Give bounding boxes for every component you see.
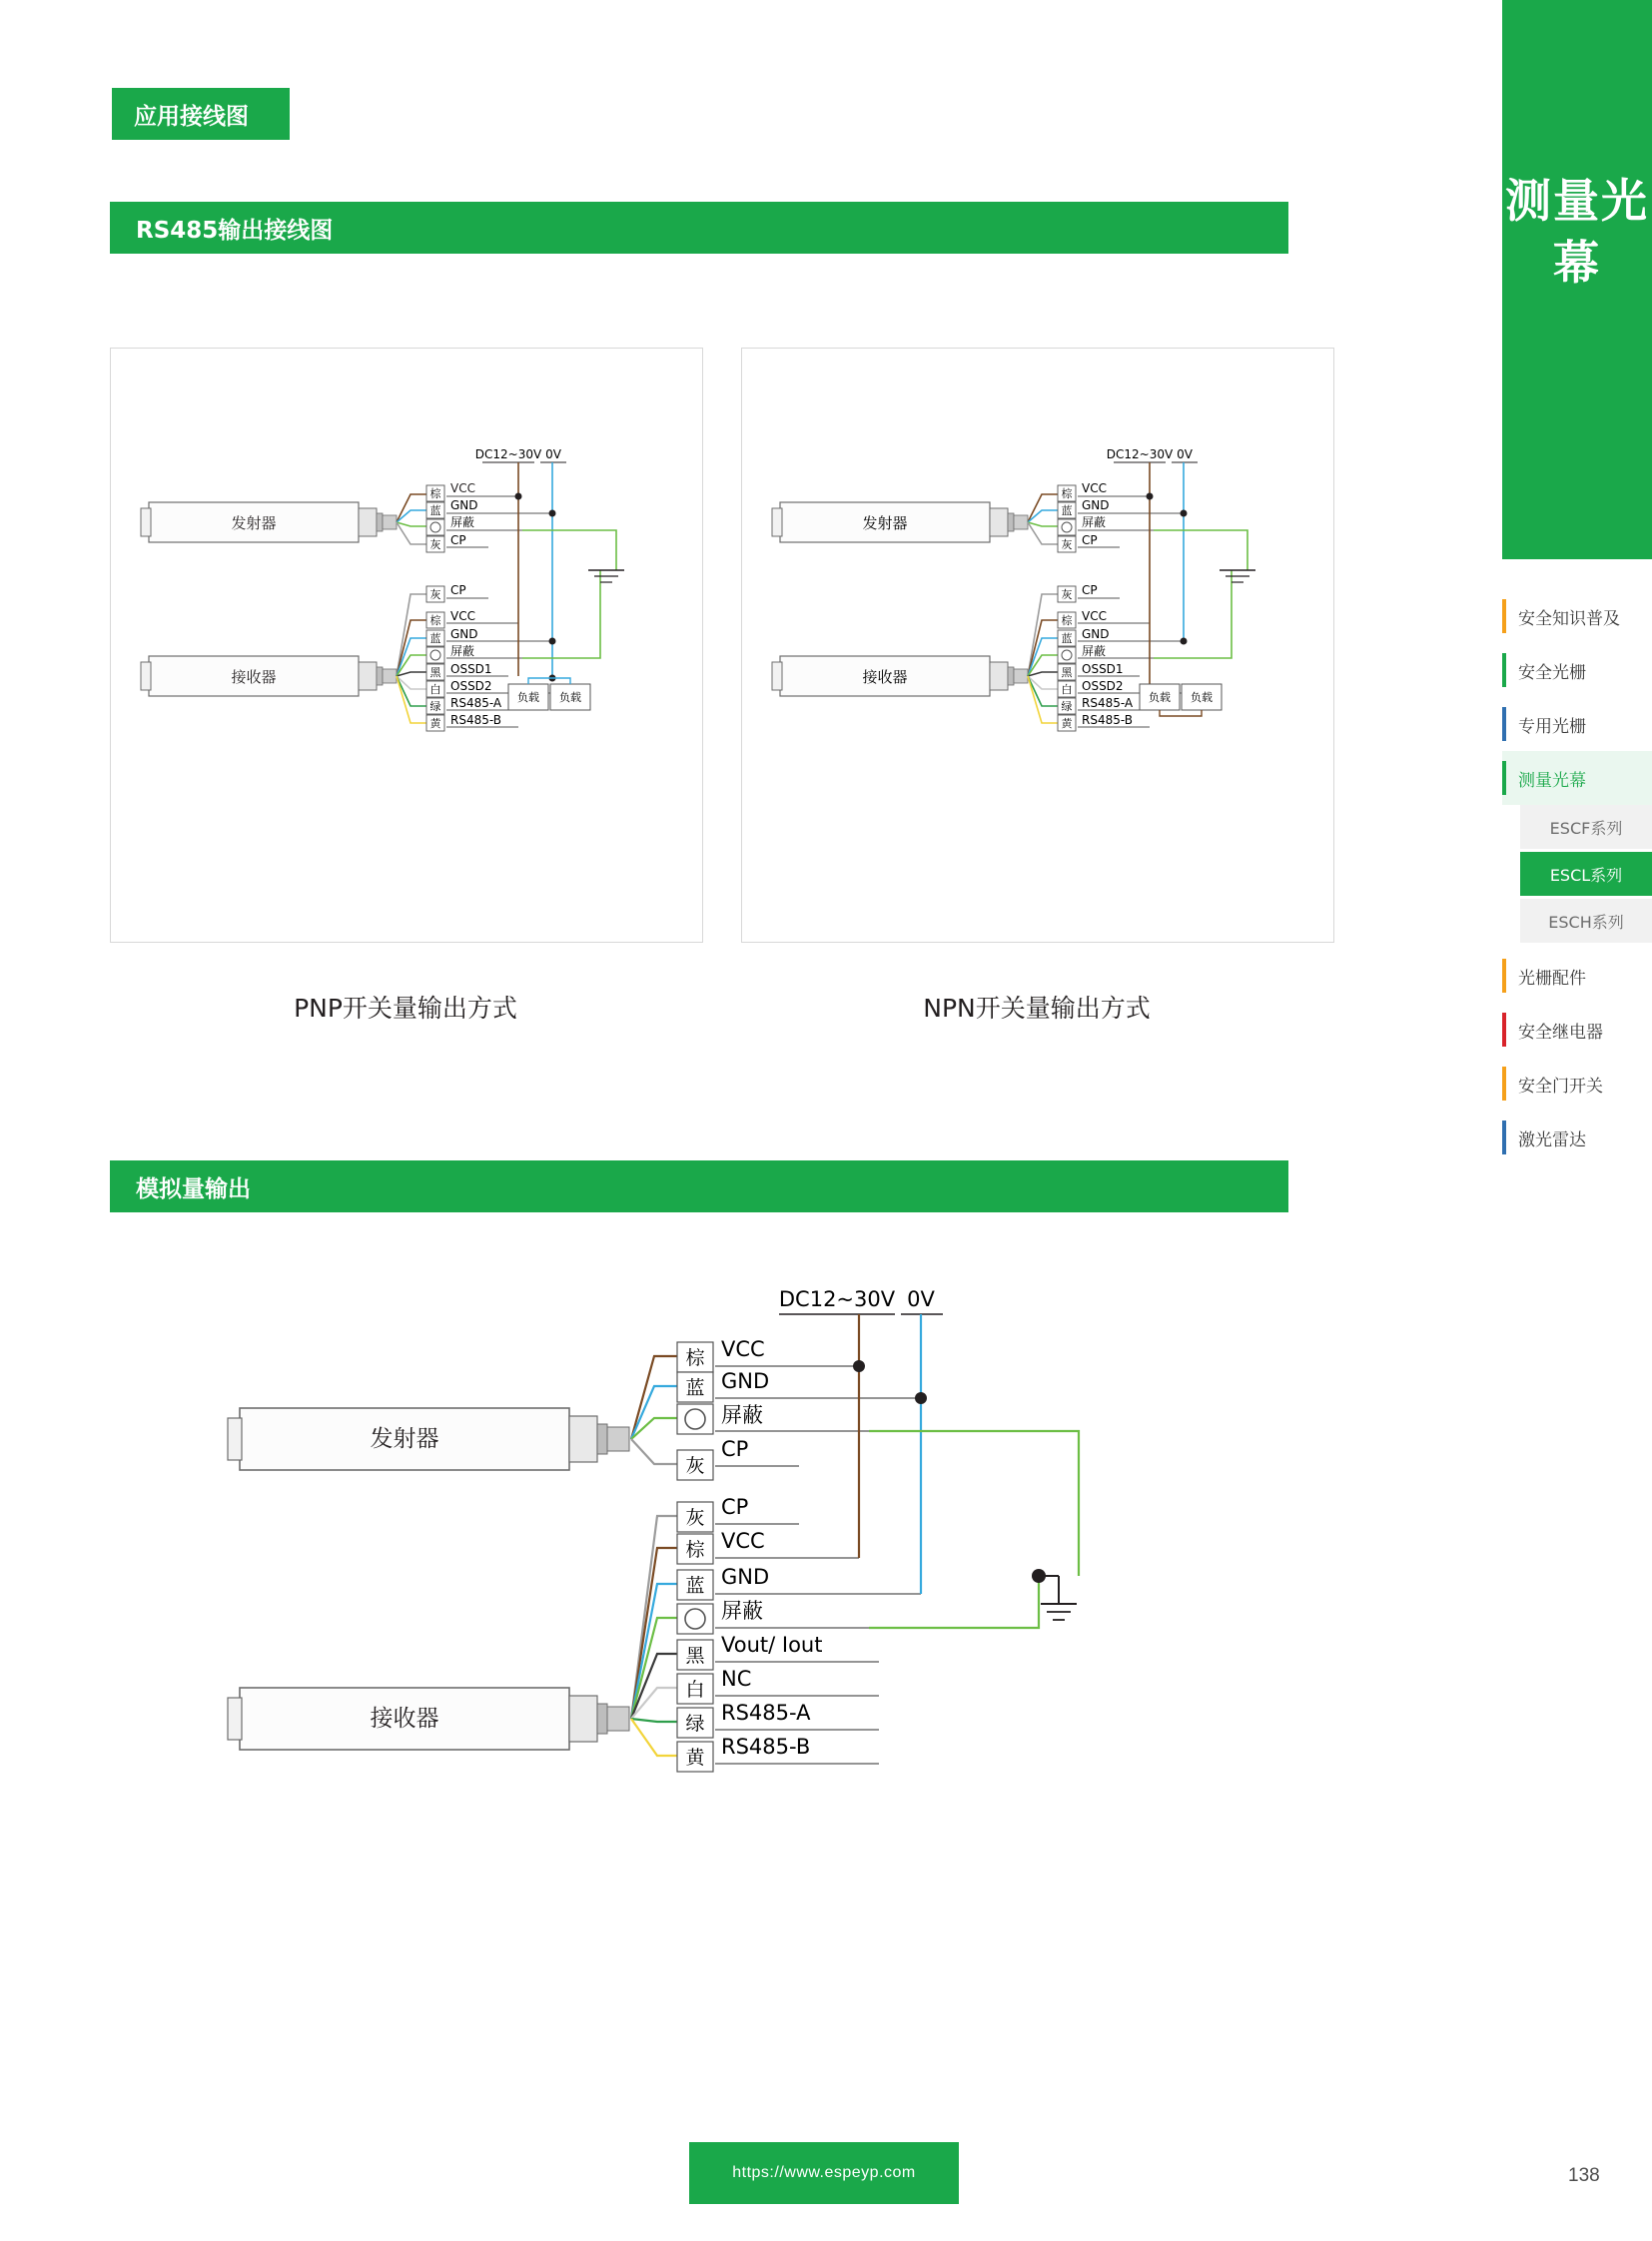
caption-pnp-label: PNP开关量输出方式 <box>294 994 517 1023</box>
svg-text:蓝: 蓝 <box>685 1575 705 1597</box>
sidebar-item-safety-knowledge[interactable] <box>1502 589 1652 643</box>
svg-text:灰: 灰 <box>429 588 441 601</box>
right-sidebar <box>1502 0 1652 2241</box>
svg-text:DC12~30V: DC12~30V <box>474 447 542 461</box>
svg-text:白: 白 <box>1061 683 1073 696</box>
svg-text:DC12~30V: DC12~30V <box>778 1288 896 1311</box>
svg-text:0V: 0V <box>545 447 561 461</box>
svg-text:DC12~30V: DC12~30V <box>1106 447 1174 461</box>
svg-text:黑: 黑 <box>429 666 441 679</box>
svg-text:0V: 0V <box>1177 447 1193 461</box>
sidebar-subitem-label: ESCL系列 <box>1549 865 1623 885</box>
sidebar-bar-icon <box>1502 1120 1506 1154</box>
svg-text:NC: NC <box>721 1667 752 1691</box>
svg-text:棕: 棕 <box>685 1347 705 1369</box>
svg-text:黄: 黄 <box>1061 717 1073 730</box>
wiring-diagram-pnp <box>111 349 702 942</box>
receiver-device <box>141 656 397 696</box>
sidebar-item-label: 安全知识普及 <box>1518 608 1620 629</box>
sidebar-nav <box>1502 589 1652 1164</box>
svg-text:灰: 灰 <box>685 1455 705 1477</box>
svg-text:RS485-B: RS485-B <box>1082 713 1133 727</box>
sidebar-bar-icon <box>1502 1067 1506 1101</box>
page-number <box>1568 2165 1600 2187</box>
caption-pnp <box>110 989 701 1025</box>
svg-text:接收器: 接收器 <box>862 668 908 686</box>
sidebar-subitem-escf[interactable] <box>1520 805 1652 849</box>
svg-text:接收器: 接收器 <box>231 668 277 686</box>
sidebar-item-accessories[interactable] <box>1502 949 1652 1003</box>
sidebar-item-label: 安全门开关 <box>1518 1076 1603 1097</box>
sidebar-item-label: 测量光幕 <box>1518 770 1586 791</box>
svg-text:接收器: 接收器 <box>370 1706 439 1732</box>
svg-text:发射器: 发射器 <box>862 514 908 532</box>
svg-text:棕: 棕 <box>685 1539 705 1561</box>
svg-text:Vout/ Iout: Vout/ Iout <box>721 1633 823 1657</box>
sidebar-subitem-esch[interactable] <box>1520 899 1652 943</box>
band-rs485-label: RS485输出接线图 <box>136 217 334 244</box>
sidebar-item-label: 专用光栅 <box>1518 716 1586 737</box>
svg-text:蓝: 蓝 <box>429 632 441 645</box>
sidebar-subitem-label: ESCH系列 <box>1548 912 1624 932</box>
svg-text:OSSD2: OSSD2 <box>1082 679 1124 693</box>
svg-text:绿: 绿 <box>429 700 441 713</box>
svg-text:屏蔽: 屏蔽 <box>721 1403 763 1427</box>
svg-text:CP: CP <box>1082 533 1098 547</box>
svg-text:VCC: VCC <box>1082 609 1107 623</box>
footer-url-label: https://www.espeyp.com <box>732 2164 916 2181</box>
svg-text:RS485-A: RS485-A <box>1082 696 1134 710</box>
sidebar-item-safety-door-switch[interactable] <box>1502 1057 1652 1111</box>
svg-text:负载: 负载 <box>1149 691 1171 704</box>
svg-text:RS485-B: RS485-B <box>721 1735 811 1759</box>
sidebar-item-label: 激光雷达 <box>1518 1129 1586 1150</box>
diagram-analog <box>180 1288 1288 2027</box>
svg-text:负载: 负载 <box>517 691 539 704</box>
page-number-label: 138 <box>1568 2165 1600 2186</box>
svg-text:屏蔽: 屏蔽 <box>1082 644 1107 658</box>
svg-text:黄: 黄 <box>429 717 441 730</box>
svg-text:VCC: VCC <box>1082 481 1107 495</box>
svg-text:灰: 灰 <box>685 1507 705 1529</box>
svg-text:绿: 绿 <box>1061 700 1073 713</box>
svg-text:GND: GND <box>450 498 478 512</box>
footer-url-pill[interactable] <box>689 2142 959 2204</box>
svg-text:CP: CP <box>721 1437 749 1461</box>
sidebar-bar-icon <box>1502 761 1506 795</box>
band-analog-label: 模拟量输出 <box>136 1175 251 1202</box>
sidebar-bar-icon <box>1502 707 1506 741</box>
svg-text:灰: 灰 <box>1061 588 1073 601</box>
sidebar-bar-icon <box>1502 599 1506 633</box>
sidebar-item-safety-light-curtain[interactable] <box>1502 643 1652 697</box>
svg-text:棕: 棕 <box>1061 487 1073 500</box>
svg-text:蓝: 蓝 <box>1061 632 1073 645</box>
wiring-diagram-npn <box>742 349 1333 942</box>
sidebar-item-label: 光栅配件 <box>1518 968 1586 989</box>
sidebar-item-label: 安全光栅 <box>1518 662 1586 683</box>
emitter-device <box>141 502 397 542</box>
svg-text:0V: 0V <box>907 1288 935 1311</box>
emitter-device <box>228 1408 629 1470</box>
svg-text:VCC: VCC <box>450 481 475 495</box>
section-tag <box>112 88 290 140</box>
svg-text:负载: 负载 <box>559 691 581 704</box>
svg-text:CP: CP <box>450 583 466 597</box>
svg-text:GND: GND <box>450 627 478 641</box>
sidebar-item-safety-relay[interactable] <box>1502 1003 1652 1057</box>
svg-text:棕: 棕 <box>429 614 441 627</box>
svg-text:CP: CP <box>450 533 466 547</box>
caption-npn-label: NPN开关量输出方式 <box>923 994 1151 1023</box>
sidebar-item-special-light-curtain[interactable] <box>1502 697 1652 751</box>
svg-text:白: 白 <box>429 683 441 696</box>
svg-text:棕: 棕 <box>1061 614 1073 627</box>
sidebar-bar-icon <box>1502 1013 1506 1047</box>
svg-text:CP: CP <box>1082 583 1098 597</box>
svg-text:黄: 黄 <box>685 1747 705 1769</box>
svg-text:屏蔽: 屏蔽 <box>450 515 475 529</box>
sidebar-item-label: 安全继电器 <box>1518 1022 1603 1043</box>
svg-text:GND: GND <box>721 1565 770 1589</box>
svg-text:棕: 棕 <box>429 487 441 500</box>
svg-text:OSSD2: OSSD2 <box>450 679 492 693</box>
svg-text:黑: 黑 <box>1061 666 1073 679</box>
sidebar-item-laser-radar[interactable] <box>1502 1111 1652 1164</box>
sidebar-bar-icon <box>1502 653 1506 687</box>
svg-text:GND: GND <box>1082 498 1110 512</box>
emitter-device <box>772 502 1028 542</box>
caption-npn <box>741 989 1332 1025</box>
svg-text:蓝: 蓝 <box>1061 504 1073 517</box>
svg-text:RS485-B: RS485-B <box>450 713 501 727</box>
sidebar-bar-icon <box>1502 959 1506 993</box>
svg-text:灰: 灰 <box>429 538 441 551</box>
svg-text:屏蔽: 屏蔽 <box>450 644 475 658</box>
svg-text:VCC: VCC <box>450 609 475 623</box>
diagram-box-npn <box>741 348 1334 943</box>
svg-text:GND: GND <box>1082 627 1110 641</box>
svg-text:OSSD1: OSSD1 <box>1082 662 1124 676</box>
receiver-device <box>228 1688 629 1750</box>
svg-text:负载: 负载 <box>1191 691 1213 704</box>
svg-text:蓝: 蓝 <box>685 1377 705 1399</box>
svg-text:黑: 黑 <box>685 1645 705 1667</box>
band-analog <box>110 1160 1288 1212</box>
svg-text:GND: GND <box>721 1369 770 1393</box>
receiver-device <box>772 656 1028 696</box>
sidebar-item-measuring-light-curtain[interactable] <box>1502 751 1652 805</box>
wiring-diagram-analog <box>180 1288 1288 2027</box>
svg-text:蓝: 蓝 <box>429 504 441 517</box>
sidebar-subitem-escl[interactable] <box>1520 852 1652 896</box>
svg-text:VCC: VCC <box>721 1337 765 1361</box>
svg-text:CP: CP <box>721 1495 749 1519</box>
svg-text:RS485-A: RS485-A <box>721 1701 811 1725</box>
svg-text:屏蔽: 屏蔽 <box>1082 515 1107 529</box>
svg-text:屏蔽: 屏蔽 <box>721 1599 763 1623</box>
band-rs485 <box>110 202 1288 254</box>
svg-text:发射器: 发射器 <box>370 1426 439 1452</box>
diagram-box-pnp <box>110 348 703 943</box>
svg-text:灰: 灰 <box>1061 538 1073 551</box>
section-tag-label: 应用接线图 <box>134 103 249 130</box>
svg-text:发射器: 发射器 <box>231 514 277 532</box>
svg-text:VCC: VCC <box>721 1529 765 1553</box>
sidebar-title: 测量光幕 <box>1505 174 1649 290</box>
svg-text:白: 白 <box>685 1679 705 1701</box>
svg-text:RS485-A: RS485-A <box>450 696 502 710</box>
svg-text:绿: 绿 <box>685 1713 705 1735</box>
sidebar-subitem-label: ESCF系列 <box>1549 818 1623 838</box>
svg-text:OSSD1: OSSD1 <box>450 662 492 676</box>
